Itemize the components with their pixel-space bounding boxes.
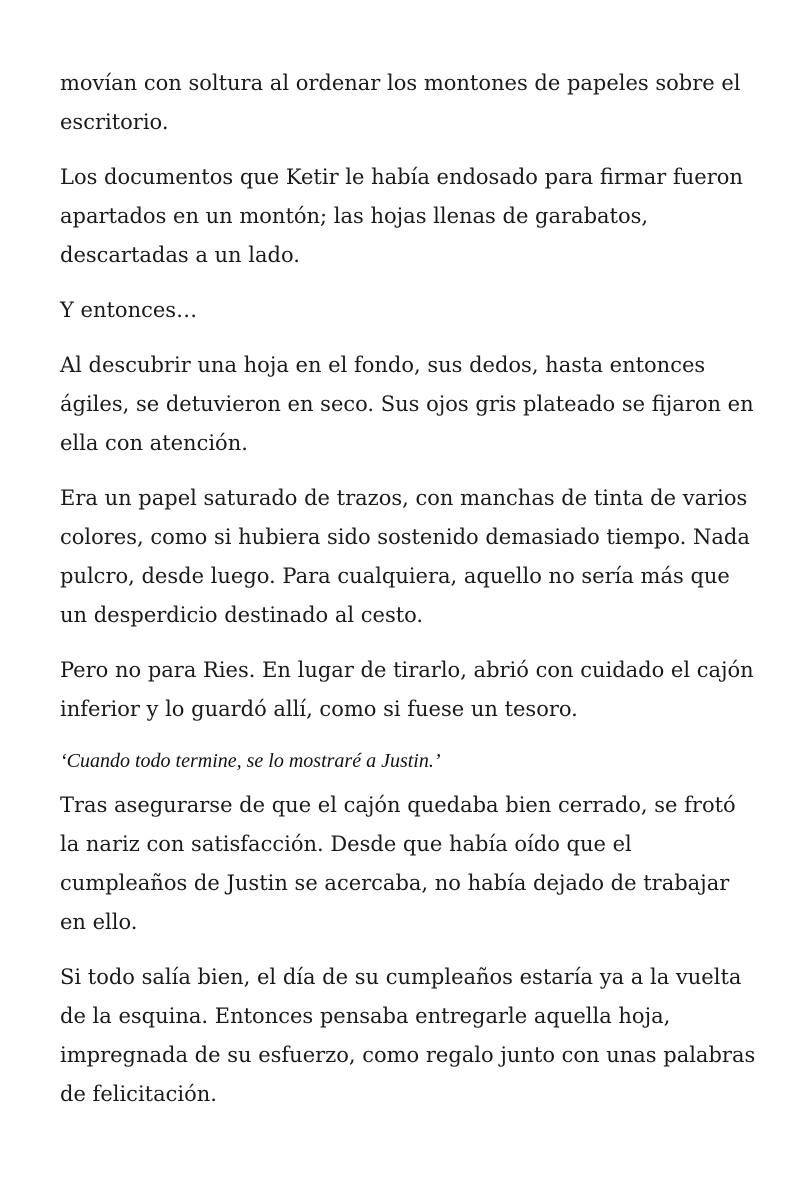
paragraph-3: Y entonces… [60, 298, 198, 322]
paragraph-8: Tras asegurarse de que el cajón quedaba bien cerrado, se frotó la nariz con satisfacción. Desde que había oído que el cumpleaños de Justin se acercaba, no había dejado de trabajar en ello. [60, 793, 736, 934]
paragraph-9: Si todo salía bien, el día de su cumpleaños estaría ya a la vuelta de la esquina. Entonces pensaba entregarle aquella hoja, impregnada de su esfuerzo, como regalo junto con unas palabras de felicitación. [60, 965, 756, 1106]
paragraph-2: Los documentos que Ketir le había endosado para firmar fueron apartados en un montón; las hojas llenas de garabatos, descartadas a un lado. [60, 165, 743, 267]
paragraph-1: movían con soltura al ordenar los montones de papeles sobre el escritorio. [60, 71, 741, 134]
document-page [60, 64, 760, 1130]
paragraph-5: Era un papel saturado de trazos, con manchas de tinta de varios colores, como si hubiera sido sostenido demasiado tiempo. Nada pulcro, desde luego. Para cualquiera, aquello no sería más que un desperdicio destinado al cesto. [60, 486, 750, 627]
paragraph-4: Al descubrir una hoja en el fondo, sus dedos, hasta entonces ágiles, se detuvieron en seco. Sus ojos gris plateado se fijaron en ella con atención. [60, 353, 754, 455]
paragraph-6: Pero no para Ries. En lugar de tirarlo, abrió con cuidado el cajón inferior y lo guardó allí, como si fuese un tesoro. [60, 658, 754, 721]
inner-thought-quote: ‘Cuando todo termine, se lo mostraré a Justin.’ [60, 750, 441, 772]
